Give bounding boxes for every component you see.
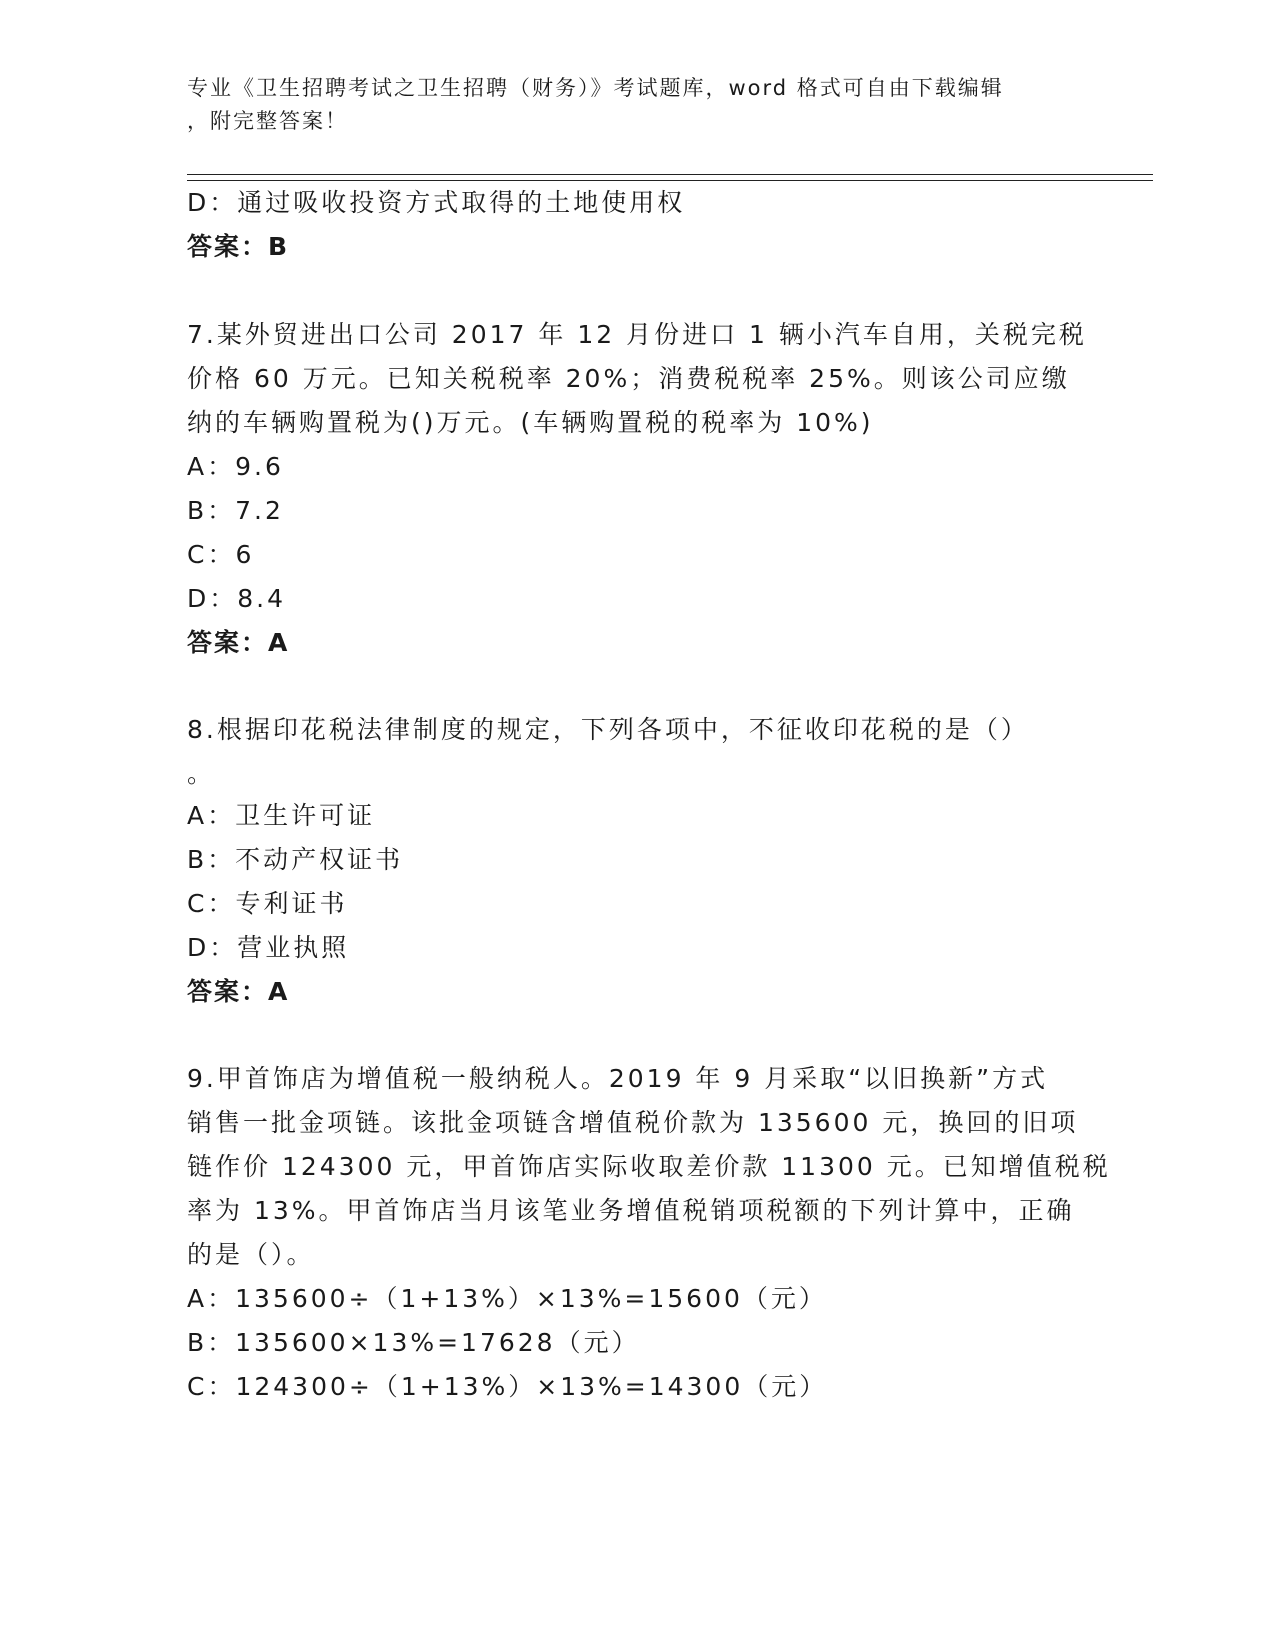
q9-stem-line-1: 9.甲首饰店为增值税一般纳税人。2019 年 9 月采取“以旧换新”方式 [187,1064,1049,1093]
header-divider-bottom [187,180,1153,181]
q7-stem-line-1: 7.某外贸进出口公司 2017 年 12 月份进口 1 辆小汽车自用，关税完税 [187,320,1087,349]
document-header [187,72,1067,138]
header-line-2: ，附完整答案！ [187,109,348,133]
q8-option-c: C：专利证书 [187,889,348,918]
q8-stem-line-2: 。 [187,759,216,788]
q7-option-c: C：6 [187,540,255,569]
q9-stem-line-2: 销售一批金项链。该批金项链含增值税价款为 135600 元，换回的旧项 [187,1108,1079,1137]
q8-answer: 答案：A [187,977,290,1006]
q8-stem-line-1: 8.根据印花税法律制度的规定，下列各项中，不征收印花税的是（） [187,715,1029,744]
q9-stem-line-4: 率为 13%。甲首饰店当月该笔业务增值税销项税额的下列计算中，正确 [187,1196,1075,1225]
q8-option-b: B：不动产权证书 [187,845,404,874]
q9-option-c: C：124300÷（1+13%）×13%=14300（元） [187,1372,828,1401]
q7-stem-line-3: 纳的车辆购置税为()万元。(车辆购置税的税率为 10%) [187,408,874,437]
q8-option-d: D：营业执照 [187,933,350,962]
q9-option-a: A：135600÷（1+13%）×13%=15600（元） [187,1284,827,1313]
prev-answer: 答案：B [187,232,290,261]
q8-option-a: A：卫生许可证 [187,801,376,830]
q7-option-a: A：9.6 [187,452,284,481]
q9-option-b: B：135600×13%=17628（元） [187,1328,640,1357]
q9-stem-line-3: 链作价 124300 元，甲首饰店实际收取差价款 11300 元。已知增值税税 [187,1152,1111,1181]
q9-stem-line-5: 的是（）。 [187,1240,315,1269]
header-line-1: 专业《卫生招聘考试之卫生招聘（财务）》考试题库，word 格式可自由下载编辑 [187,76,1004,100]
header-divider-top [187,174,1153,175]
q7-option-d: D：8.4 [187,584,287,613]
q7-answer: 答案：A [187,628,290,657]
q7-stem-line-2: 价格 60 万元。已知关税税率 20%；消费税税率 25%。则该公司应缴 [187,364,1070,393]
prev-option-d: D：通过吸收投资方式取得的土地使用权 [187,188,686,217]
q7-option-b: B：7.2 [187,496,284,525]
